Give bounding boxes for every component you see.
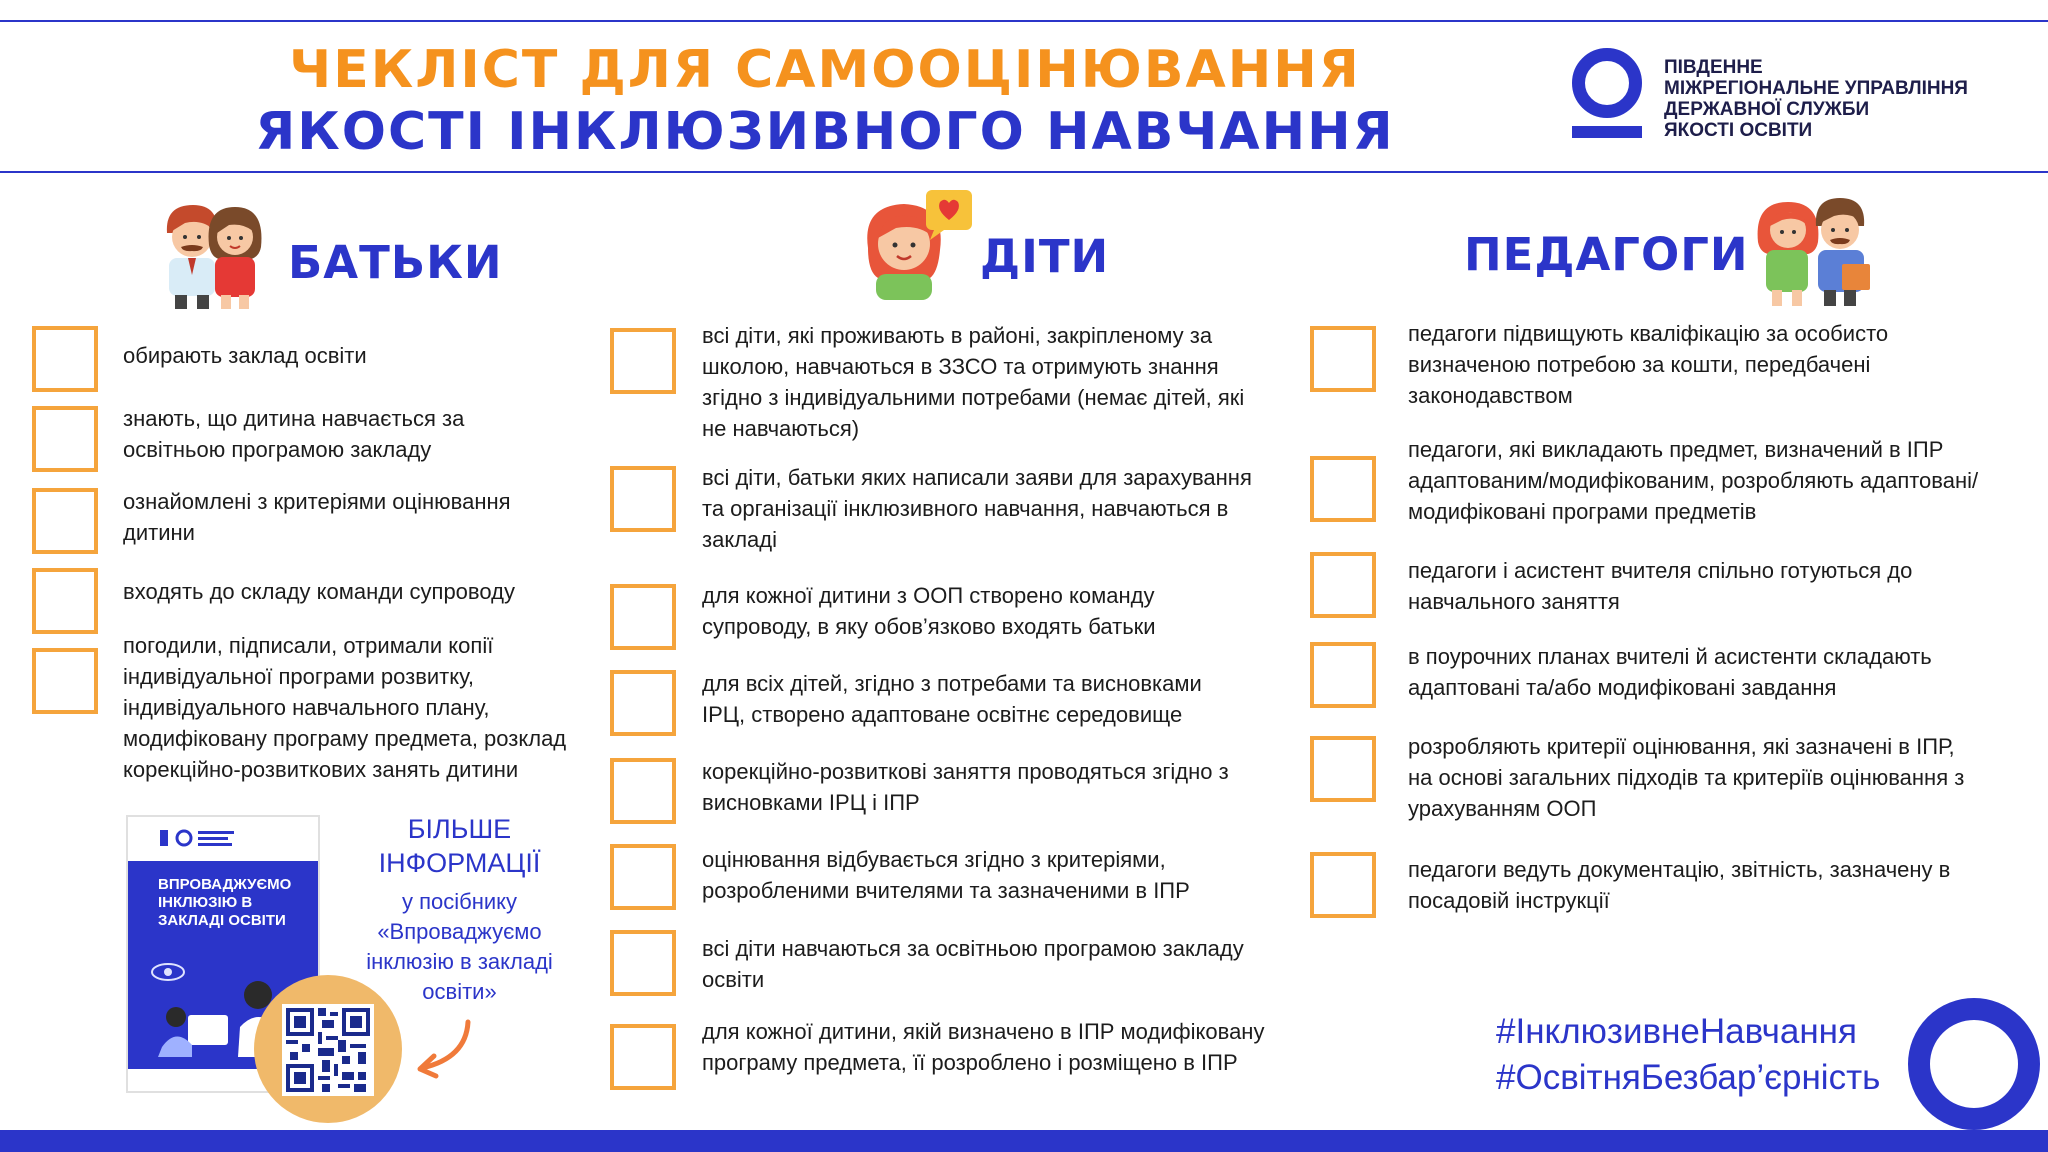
checkbox-teachers-2[interactable] [1310,456,1376,522]
arrow-icon [408,1018,478,1080]
org-line: ПІВДЕННЕ [1664,57,1763,78]
child-illustration [860,188,980,300]
hashtag-inclusive[interactable]: #ІнклюзивнеНавчання [1496,1012,1857,1051]
checkbox-teachers-5[interactable] [1310,736,1376,802]
checklist-item: педагоги підвищують кваліфікацію за особисто визначеною потребою за кошти, передбачені законодавством [1408,321,1889,408]
checkbox-parents-5[interactable] [32,648,98,714]
checklist-item: знають, що дитина навчається за освітньою програмою закладу [123,406,465,462]
more-info-text: у посібнику «Впроваджуємо інклюзію в закладі освіти» [366,889,553,1004]
checklist-item: оцінювання відбувається згідно з критеріями, розробленими вчителями та зазначеними в ІПР [702,847,1190,903]
bottom-bar [0,1130,2048,1152]
checkbox-children-3[interactable] [610,584,676,650]
checklist-item: всі діти навчаються за освітньою програмою закладу освіти [702,936,1244,992]
children-heading: ДІТИ [980,230,1110,283]
checkbox-children-8[interactable] [610,1024,676,1090]
header-rule [0,171,2048,173]
checklist-item: педагоги і асистент вчителя спільно готуються до навчального заняття [1408,558,1913,614]
checklist-item: всі діти, які проживають в районі, закріпленому за школою, навчаються в ЗЗСО та отримують знання згідно з індивідуальними потребами (немає дітей, які не навчаються) [702,323,1245,441]
parents-heading: БАТЬКИ [288,236,503,289]
page-title-line2: ЯКОСТІ ІНКЛЮЗИВНОГО НАВЧАННЯ [255,102,1395,162]
checklist-item: всі діти, батьки яких написали заяви для зарахування та організації інклюзивного навчання, навчаються в закладі [702,465,1252,552]
checkbox-children-5[interactable] [610,758,676,824]
qr-code[interactable] [282,1004,374,1096]
checklist-item: корекційно-розвиткові заняття проводяться згідно з висновками ІРЦ і ІПР [702,759,1229,815]
org-line: ДЕРЖАВНОЇ СЛУЖБИ [1664,99,1870,120]
checkbox-children-4[interactable] [610,670,676,736]
checklist-item: для всіх дітей, згідно з потребами та висновками ІРЦ, створено адаптоване освітнє середовище [702,671,1202,727]
checkbox-children-7[interactable] [610,930,676,996]
checkbox-teachers-1[interactable] [1310,326,1376,392]
org-line: ЯКОСТІ ОСВІТИ [1664,120,1813,141]
circle-logo-icon [1908,998,2040,1130]
book-header [128,817,318,861]
checkbox-teachers-4[interactable] [1310,642,1376,708]
book-title: ВПРОВАДЖУЄМО ІНКЛЮЗІЮ В ЗАКЛАДІ ОСВІТИ [158,876,292,929]
checkbox-parents-1[interactable] [32,326,98,392]
checkbox-parents-3[interactable] [32,488,98,554]
top-rule [0,20,2048,22]
checklist-item: в поурочних планах вчителі й асистенти складають адаптовані та/або модифіковані завдання [1408,644,1932,700]
checklist-item: розробляють критерії оцінювання, які зазначені в ІПР, на основі загальних підходів та критеріїв оцінювання з урахуванням ООП [1408,734,1965,821]
organization-name [1664,57,1968,141]
checklist-item: для кожної дитини з ООП створено команду супроводу, в яку обов’язково входять батьки [702,583,1156,639]
checkbox-children-2[interactable] [610,466,676,532]
checklist-item: обирають заклад освіти [123,343,367,368]
checkbox-parents-4[interactable] [32,568,98,634]
teachers-heading: ПЕДАГОГИ [1464,228,1749,281]
checkbox-children-1[interactable] [610,328,676,394]
checklist-item: входять до складу команди супроводу [123,579,515,604]
checkbox-teachers-6[interactable] [1310,852,1376,918]
page-title-line1: ЧЕКЛІСТ ДЛЯ САМООЦІНЮВАННЯ [289,40,1361,100]
checkbox-teachers-3[interactable] [1310,552,1376,618]
teachers-illustration [1752,190,1874,308]
hashtag-barrier-free[interactable]: #ОсвітняБезбар’єрність [1496,1058,1881,1097]
checklist-item: для кожної дитини, якій визначено в ІПР модифіковану програму предмета, її розроблено і розміщено в ІПР [702,1019,1265,1075]
parents-illustration [155,195,270,311]
checklist-item: погодили, підписали, отримали копії індивідуальної програми розвитку, індивідуального навчального плану, модифіковану програму предмета, розклад корекційно-розвиткових занять дитини [123,633,567,782]
checklist-item: ознайомлені з критеріями оцінювання дитини [123,489,511,545]
org-line: МІЖРЕГІОНАЛЬНЕ УПРАВЛІННЯ [1664,78,1968,99]
checklist-item: педагоги ведуть документацію, звітність, зазначену в посадовій інструкції [1408,857,1951,913]
checkbox-children-6[interactable] [610,844,676,910]
more-info-title: БІЛЬШЕ ІНФОРМАЦІЇ [378,814,541,878]
checkbox-parents-2[interactable] [32,406,98,472]
logo-icon [1572,48,1642,138]
checklist-item: педагоги, які викладають предмет, визначений в ІПР адаптованим/модифікованим, розробляють адаптовані/модифіковані програми предметів [1408,437,1979,524]
